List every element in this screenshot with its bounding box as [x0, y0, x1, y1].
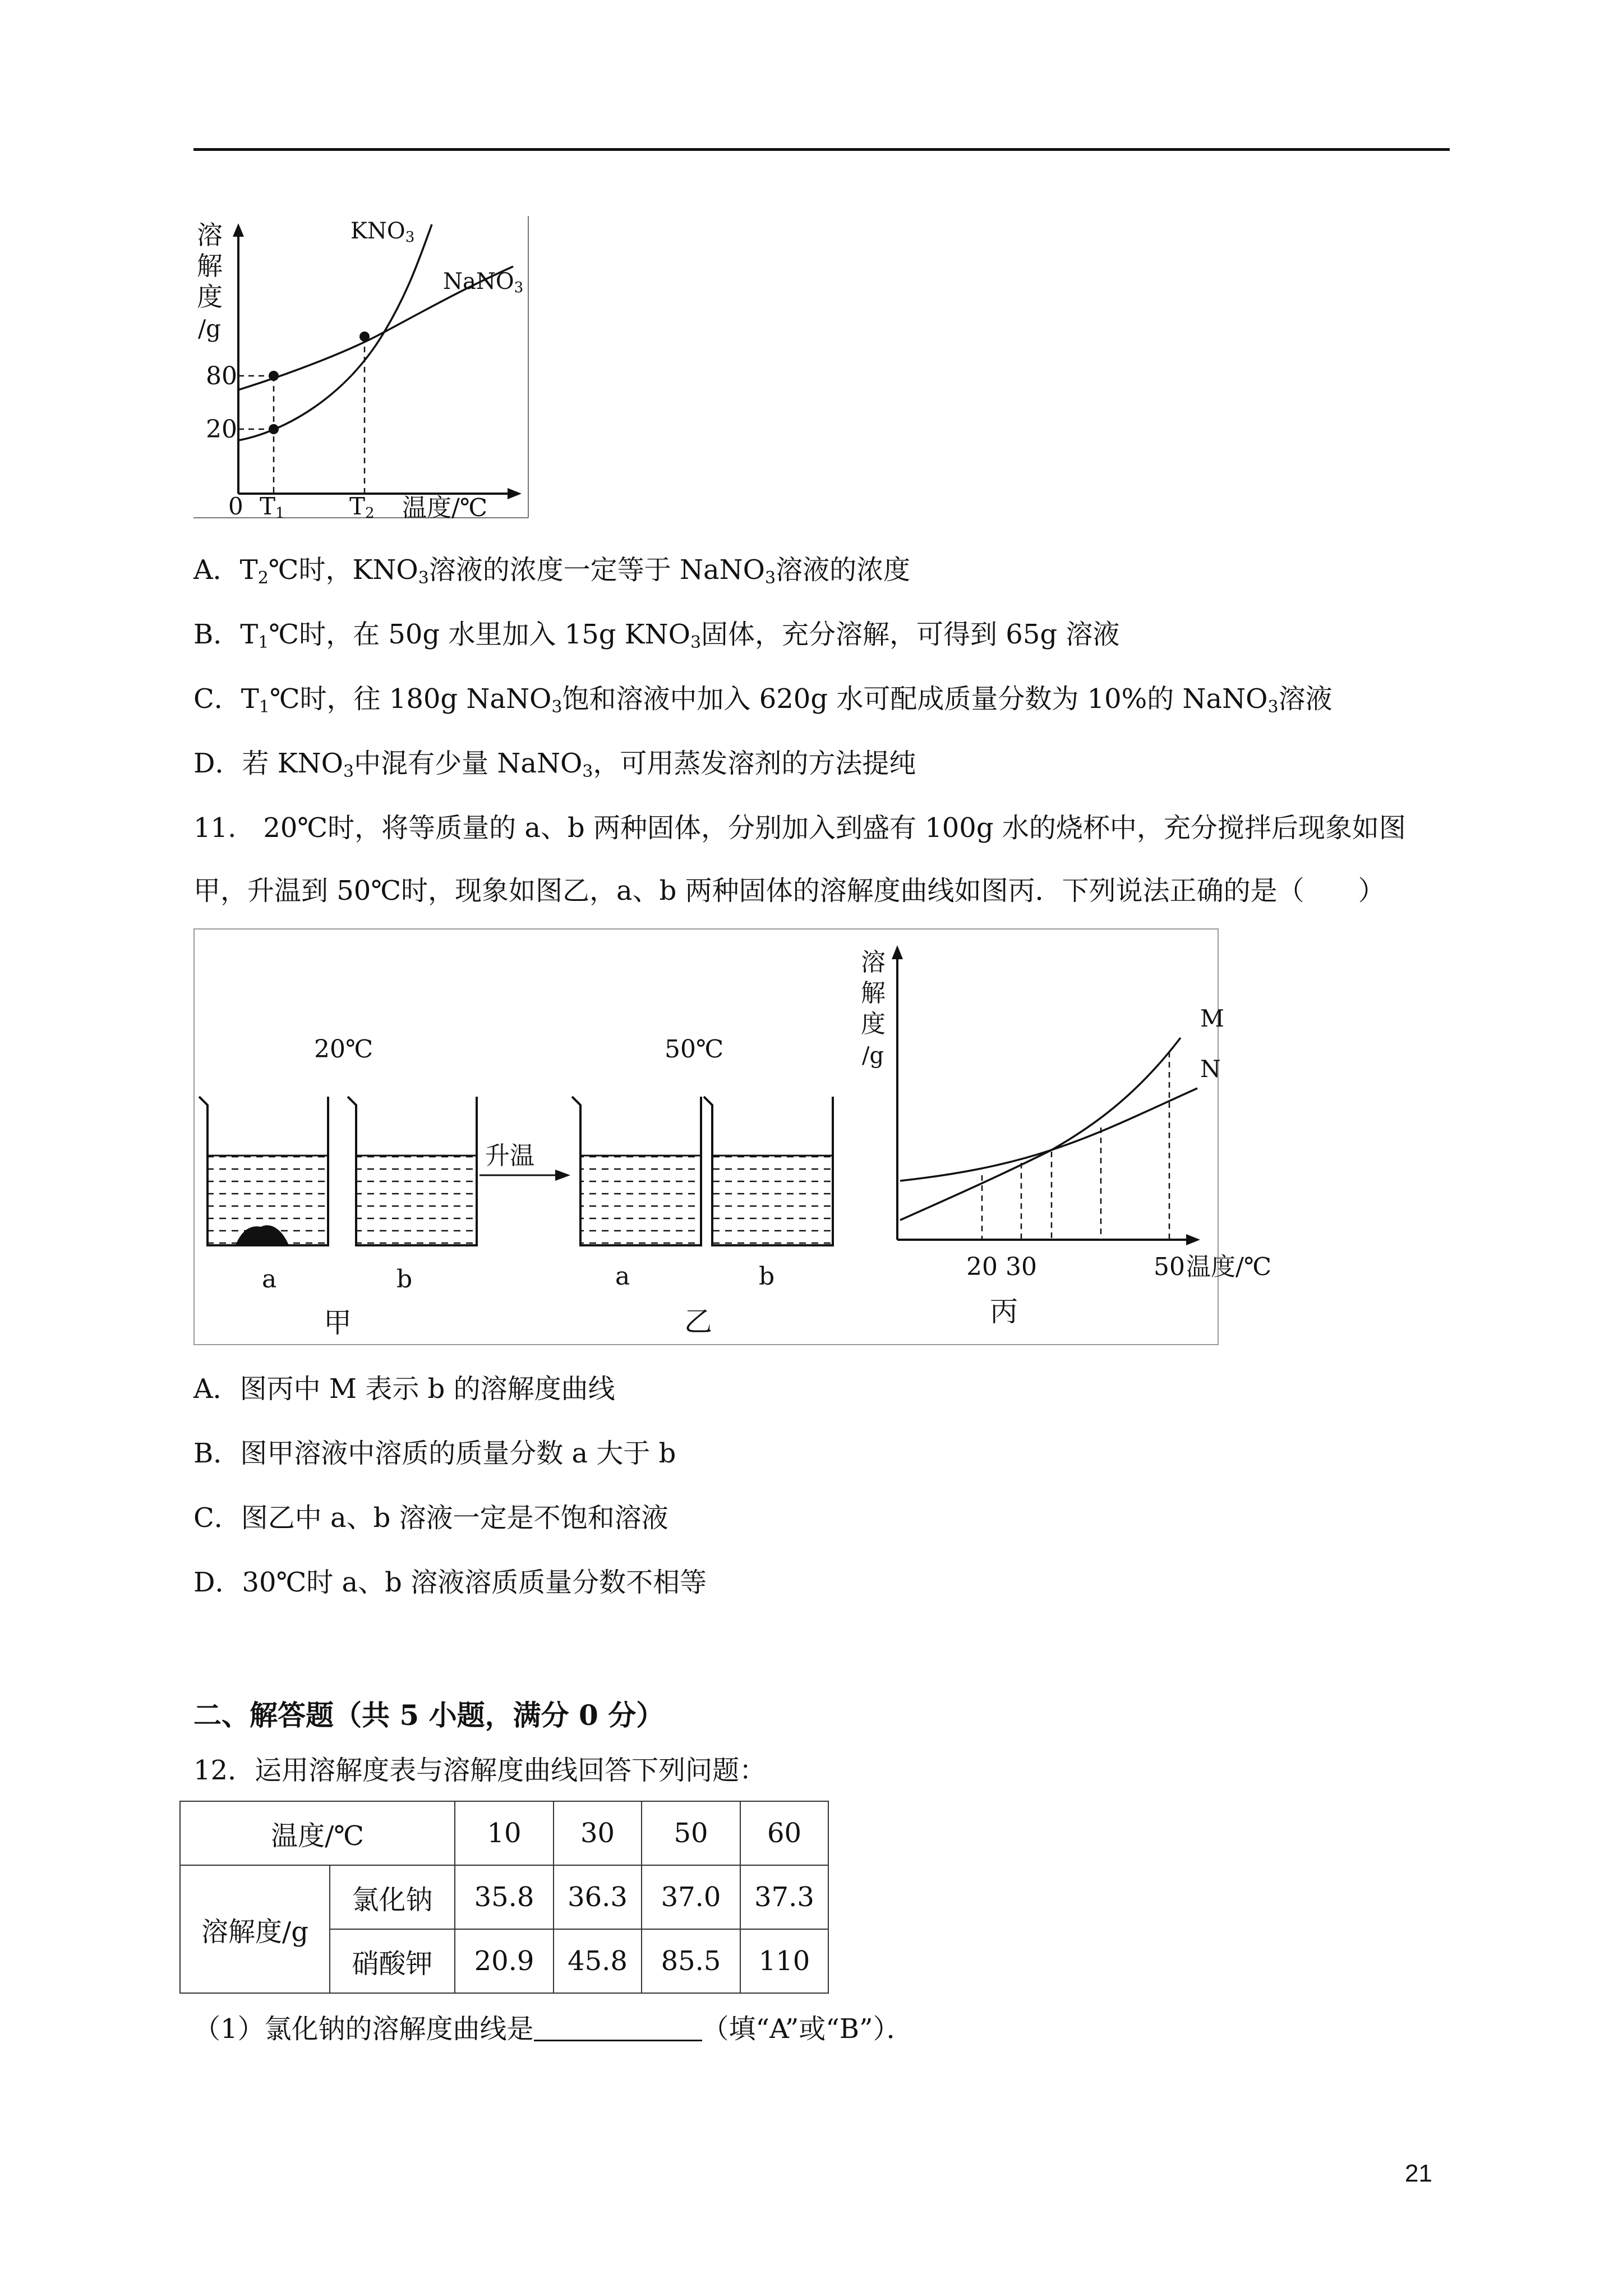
q12-stem: 12．运用溶解度表与溶解度曲线回答下列问题：	[193, 1755, 767, 1786]
table-cell: 20.9	[455, 1929, 554, 1993]
y-tick-20: 20	[206, 415, 237, 444]
table-cell: 110	[740, 1929, 828, 1993]
table-cell: 36.3	[554, 1865, 642, 1929]
y-axis-label-4: /g	[198, 315, 222, 342]
panel-label-yi: 乙	[684, 1305, 712, 1338]
y-axis-label-2: 解	[197, 251, 223, 281]
curve-label-n: N	[1200, 1055, 1221, 1083]
table-row-name: 硝酸钾	[330, 1929, 455, 1993]
beaker-label-a2: a	[615, 1262, 630, 1291]
table-cell: 85.5	[642, 1929, 740, 1993]
q11-option-b: B．图甲溶液中溶质的质量分数 a 大于 b	[193, 1438, 676, 1469]
curve-kno3	[238, 224, 432, 440]
q10-option-a: A．$T_2℃$时，$KNO_3$溶液的浓度一定等于 NaNO$_3$溶液的浓度	[193, 554, 911, 588]
table-temp-50: 50	[642, 1801, 740, 1865]
chart2-x-tick-50: 50	[1154, 1253, 1185, 1281]
curve-m	[900, 1038, 1181, 1220]
table-cell: 35.8	[455, 1865, 554, 1929]
table-cell: 37.3	[740, 1865, 828, 1929]
panel-label-bing: 丙	[990, 1295, 1018, 1328]
table-row-group: 溶解度/g	[180, 1865, 330, 1993]
beaker-label-b1: b	[396, 1265, 413, 1294]
y-tick-80: 80	[206, 362, 237, 390]
table-temp-60: 60	[740, 1801, 828, 1865]
temp-label-20c: 20℃	[314, 1035, 374, 1064]
beaker-b-20c	[348, 1097, 477, 1245]
solubility-chart-1	[193, 213, 536, 522]
table-header-row	[180, 1801, 828, 1865]
y-axis-label-1: 溶	[197, 220, 223, 250]
chart2-y-label-2: 解	[861, 979, 886, 1007]
beaker-a-50c	[572, 1097, 701, 1245]
chart2-x-ticks: 20 30	[966, 1253, 1037, 1281]
point-t1-nano3	[269, 371, 279, 381]
curve-label-m: M	[1200, 1005, 1225, 1032]
x-axis-label: 温度/℃	[402, 494, 488, 522]
q10-option-b: B．$T_1℃$时，在 50g 水里加入 15g $KNO_3$固体，充分溶解，可得到 65g 溶液	[193, 619, 1120, 652]
curve-n	[900, 1088, 1197, 1181]
table-header-label: 温度/℃	[180, 1801, 455, 1865]
q11-option-d: D．30℃时 a、b 溶液溶质质量分数不相等	[193, 1567, 707, 1598]
chart2-y-label-3: 度	[861, 1010, 886, 1038]
point-t1-kno3	[269, 424, 279, 434]
page-number: 21	[1405, 2160, 1432, 2187]
q11-figure	[193, 928, 1272, 1346]
curve-label-nano3: NaNO3	[443, 269, 524, 296]
point-t2-intersection	[359, 332, 370, 342]
table-temp-10: 10	[455, 1801, 554, 1865]
table-cell: 37.0	[642, 1865, 740, 1929]
chart2-y-label-1: 溶	[861, 948, 886, 977]
answer-blank[interactable]	[534, 2015, 702, 2041]
solubility-chart-2	[861, 945, 1271, 1281]
q11-stem: 11. 20℃时，将等质量的 a、b 两种固体，分别加入到盛有 100g 水的烧杯中，充分搅拌后现象如图甲，升温到 50℃时，现象如图乙，a、b 两种固体的溶解度曲线如图丙．下列说法正确的是（ ）	[193, 812, 1406, 907]
q11-option-c: C．图乙中 a、b 溶液一定是不饱和溶液	[193, 1502, 668, 1534]
x-origin-label: 0	[228, 493, 243, 520]
chart2-y-label-4: /g	[862, 1043, 884, 1069]
arrow-label: 升温	[485, 1142, 534, 1170]
q10-option-d: D．若 $KNO_3$中混有少量 NaNO$_3$，可用蒸发溶剂的方法提纯	[193, 748, 916, 781]
temp-label-50c: 50℃	[665, 1035, 724, 1064]
table-temp-30: 30	[554, 1801, 642, 1865]
q12-sub1: （1）氯化钠的溶解度曲线是 （填“A”或“B”）．	[193, 2013, 914, 2045]
table-cell: 45.8	[554, 1929, 642, 1993]
x-tick-t1: T1	[260, 493, 285, 522]
chart2-x-axis-label: 温度/℃	[1186, 1253, 1272, 1281]
y-axis-label-3: 度	[197, 282, 223, 312]
beaker-b-50c	[704, 1097, 833, 1245]
panel-label-jia: 甲	[324, 1306, 352, 1339]
beaker-label-a1: a	[262, 1265, 277, 1294]
beaker-a-20c	[199, 1097, 328, 1245]
section-heading: 二、解答题（共 5 小题，满分 0 分）	[193, 1699, 665, 1732]
curve-label-kno3: KNO3	[351, 218, 415, 246]
arrow-icon	[555, 1170, 570, 1181]
beaker-label-b2: b	[759, 1262, 775, 1291]
header-rule	[193, 148, 1450, 151]
q11-option-a: A．图丙中 M 表示 b 的溶解度曲线	[193, 1373, 615, 1405]
table-row	[180, 1865, 828, 1929]
q10-option-c: C．$T_1℃$时，往 180g NaNO$_3$饱和溶液中加入 620g 水可配成质量分数为 10%的 NaNO$_3$溶液	[193, 683, 1332, 717]
table-row-name: 氯化钠	[330, 1865, 455, 1929]
solubility-table	[179, 1801, 829, 1994]
x-tick-t2: T2	[349, 493, 375, 522]
